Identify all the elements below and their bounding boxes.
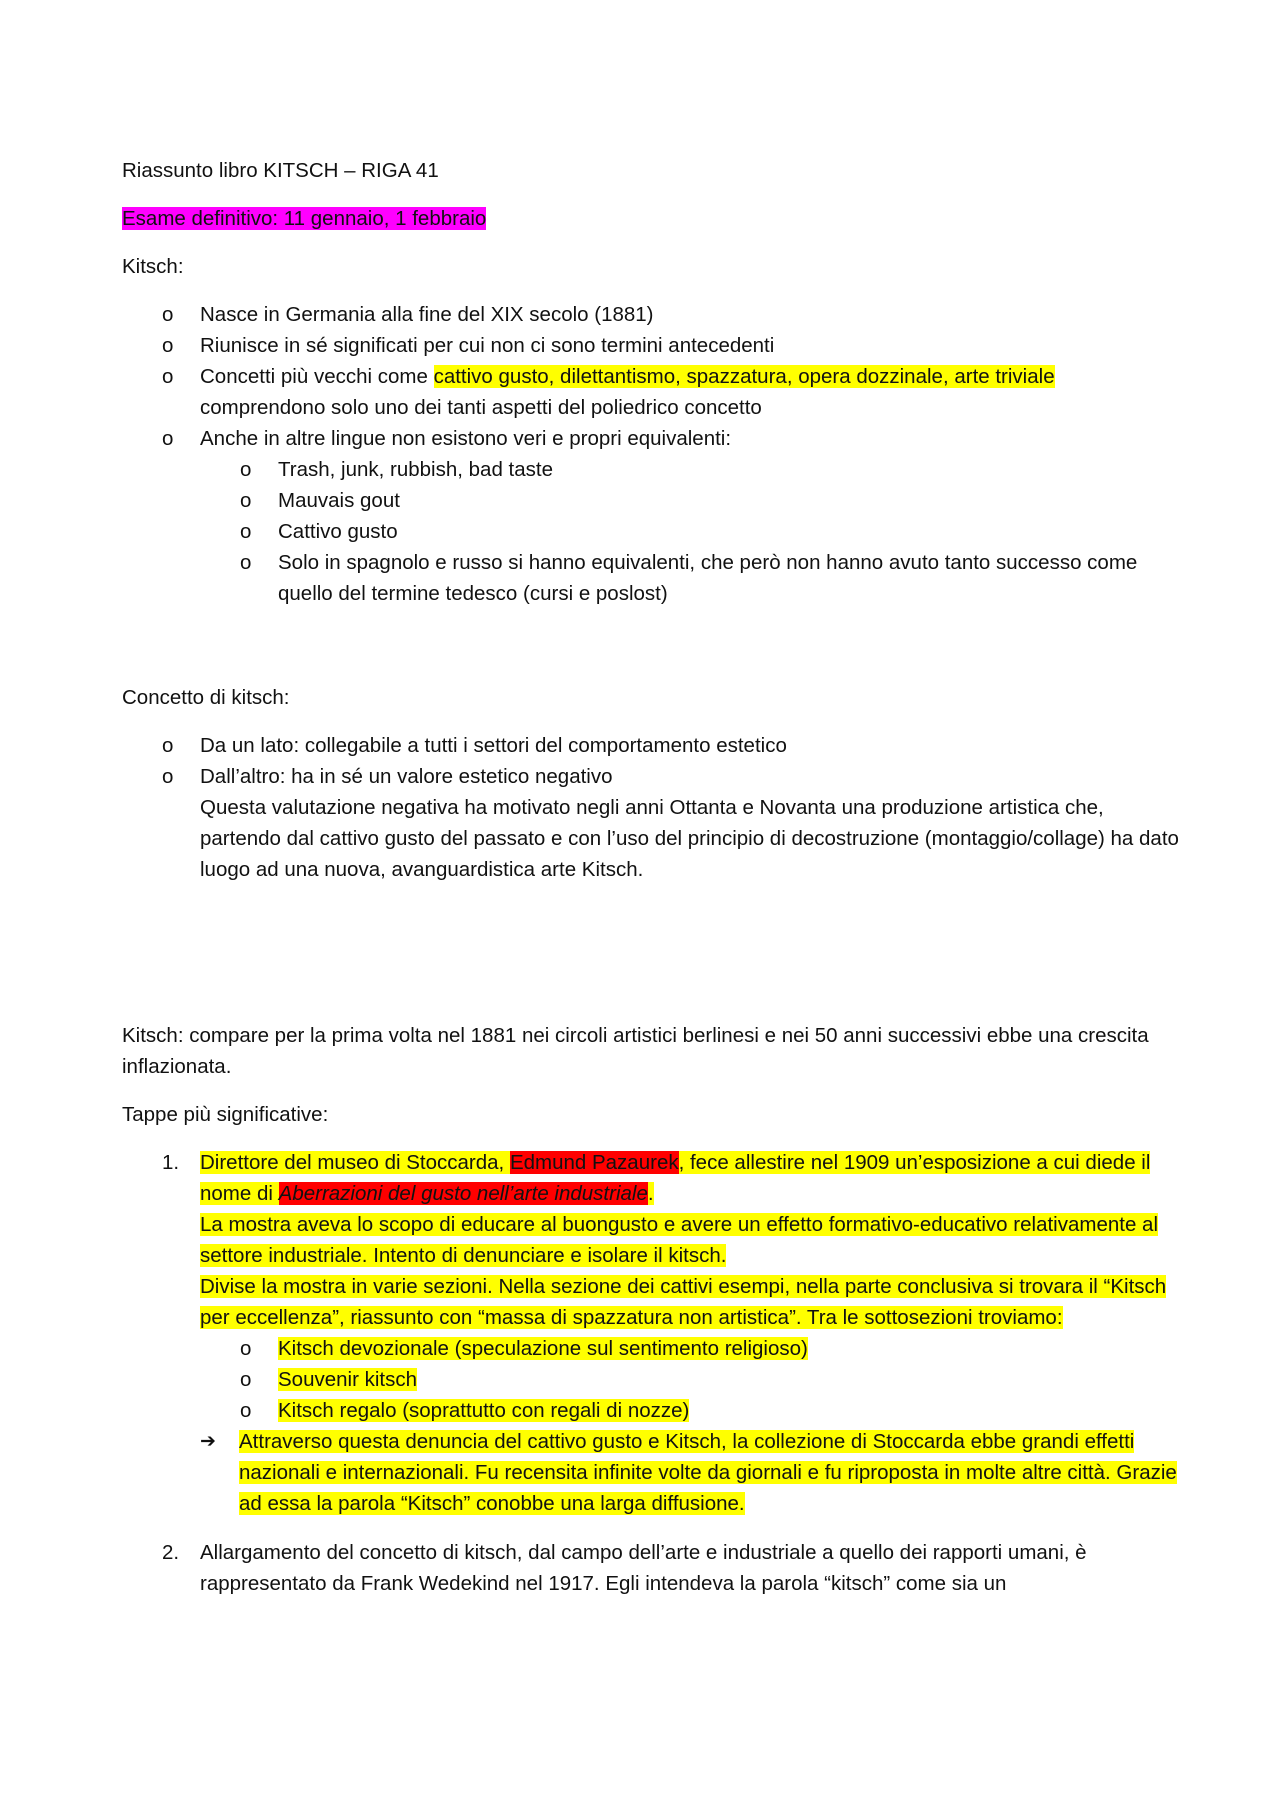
spacer <box>122 1519 1182 1537</box>
list-item-continuation <box>122 792 1182 885</box>
kitsch-heading: Kitsch: <box>122 255 184 278</box>
list-item-text: Dall’altro: ha in sé un valore estetico negativo <box>200 765 613 788</box>
list-item <box>122 761 1182 792</box>
numbered-item-1 <box>122 1147 1182 1209</box>
document-title: Riassunto libro KITSCH – RIGA 41 <box>122 159 439 182</box>
concetto-bullet-list <box>122 730 1182 885</box>
tappe-numbered-list <box>122 1147 1182 1599</box>
list-item-text: Attraverso questa denuncia del cattivo gusto e Kitsch, la collezione di Stoccarda ebbe grandi effetti nazionali e internazionali. Fu recensita infinite volte da giornali e fu riproposta in molte altre città. Grazie ad essa la parola “Kitsch” conobbe una larga diffusione. <box>239 1430 1177 1515</box>
list-item-text: Nasce in Germania alla fine del XIX secolo (1881) <box>200 303 654 326</box>
list-item-text: Mauvais gout <box>278 489 400 512</box>
bullet-marker: o <box>162 365 174 388</box>
bullet-marker: o <box>240 489 252 512</box>
highlighted-terms: cattivo gusto, dilettantismo, spazzatura, opera dozzinale, arte triviale <box>433 365 1055 388</box>
list-item-text: Divise la mostra in varie sezioni. Nella sezione dei cattivi esempi, nella parte conclusiva si trovara il “Kitsch per eccellenza”, riassunto con “massa di spazzatura non artistica”. Tra le sottosezioni troviamo: <box>200 1275 1167 1329</box>
concetto-heading: Concetto di kitsch: <box>122 686 290 709</box>
bullet-marker: o <box>240 1399 252 1422</box>
list-item <box>122 361 1182 423</box>
numbered-item-continuation <box>122 1209 1182 1271</box>
number-marker: 2. <box>162 1541 180 1564</box>
sub-list-item <box>122 1364 1182 1395</box>
list-item <box>122 730 1182 761</box>
numbered-item-2 <box>122 1537 1182 1599</box>
list-item-text: Anche in altre lingue non esistono veri e propri equivalenti: <box>200 427 732 450</box>
list-item-text: Riunisce in sé significati per cui non ci sono termini antecedenti <box>200 334 775 357</box>
list-item-text: , fece allestire nel 1909 un’esposizione a cui diede il nome di <box>200 1151 1151 1205</box>
list-item-text: Trash, junk, rubbish, bad taste <box>278 458 553 481</box>
list-item-text: La mostra aveva lo scopo di educare al buongusto e avere un effetto formativo-educativo relativamente al settore industriale. Intento di denunciare e isolare il kitsch. <box>200 1213 1158 1267</box>
list-item-text: Souvenir kitsch <box>278 1368 418 1391</box>
list-item-text: Da un lato: collegabile a tutti i settori del comportamento estetico <box>200 734 787 757</box>
bullet-marker: o <box>240 1368 252 1391</box>
sub-list-item <box>122 547 1182 609</box>
list-item-text: comprendono solo uno dei tanti aspetti del poliedrico concetto <box>200 396 762 419</box>
arrow-item <box>122 1426 1182 1519</box>
bullet-marker: o <box>162 734 174 757</box>
sub-list-item <box>122 454 1182 485</box>
list-item <box>122 423 1182 454</box>
bullet-marker: o <box>162 765 174 788</box>
bullet-marker: o <box>240 1337 252 1360</box>
list-item-text: Allargamento del concetto di kitsch, dal campo dell’arte e industriale a quello dei rapporti umani, è rappresentato da Frank Wedekind nel 1917. Egli intendeva la parola “kitsch” come sia un <box>200 1541 1087 1595</box>
sub-list-item <box>122 516 1182 547</box>
list-item-text: . <box>647 1182 654 1205</box>
spacer <box>122 902 1182 1020</box>
exam-dates <box>122 203 1182 234</box>
exam-dates-highlight: Esame definitivo: 11 gennaio, 1 febbraio <box>122 207 487 230</box>
arrow-icon: ➔ <box>200 1431 216 1452</box>
bullet-marker: o <box>240 520 252 543</box>
bullet-marker: o <box>162 303 174 326</box>
bullet-marker: o <box>162 334 174 357</box>
list-item <box>122 330 1182 361</box>
exhibition-title-highlight: Aberrazioni del gusto nell’arte industriale <box>278 1182 648 1205</box>
list-item-text: Questa valutazione negativa ha motivato negli anni Ottanta e Novanta una produzione artistica che, partendo dal cattivo gusto del passato e con l’uso del principio di decostruzione (montaggio/collage) ha dato luogo ad una nuova, avanguardistica arte Kitsch. <box>200 796 1179 881</box>
kitsch-bullet-list <box>122 299 1182 609</box>
spacer <box>122 626 1182 682</box>
tappe-heading: Tappe più significative: <box>122 1103 329 1126</box>
sub-list-item <box>122 1395 1182 1426</box>
list-item <box>122 299 1182 330</box>
sub-list-item <box>122 1333 1182 1364</box>
bullet-marker: o <box>240 551 252 574</box>
sub-list-item <box>122 485 1182 516</box>
bullet-marker: o <box>240 458 252 481</box>
document-body <box>122 155 1182 1616</box>
list-item-text: Direttore del museo di Stoccarda, <box>200 1151 510 1174</box>
list-item-text: Kitsch regalo (soprattutto con regali di nozze) <box>278 1399 690 1422</box>
list-item-text: Kitsch devozionale (speculazione sul sentimento religioso) <box>278 1337 808 1360</box>
list-item-text: Concetti più vecchi come <box>200 365 434 388</box>
kitsch-intro-paragraph: Kitsch: compare per la prima volta nel 1881 nei circoli artistici berlinesi e nei 50 anni successivi ebbe una crescita inflazionata. <box>122 1024 1149 1078</box>
list-item-text: Cattivo gusto <box>278 520 398 543</box>
person-name-highlight: Edmund Pazaurek <box>509 1151 679 1174</box>
number-marker: 1. <box>162 1151 180 1174</box>
bullet-marker: o <box>162 427 174 450</box>
numbered-item-continuation <box>122 1271 1182 1333</box>
list-item-text: Solo in spagnolo e russo si hanno equivalenti, che però non hanno avuto tanto successo come quello del termine tedesco (cursi e poslost) <box>278 551 1138 605</box>
